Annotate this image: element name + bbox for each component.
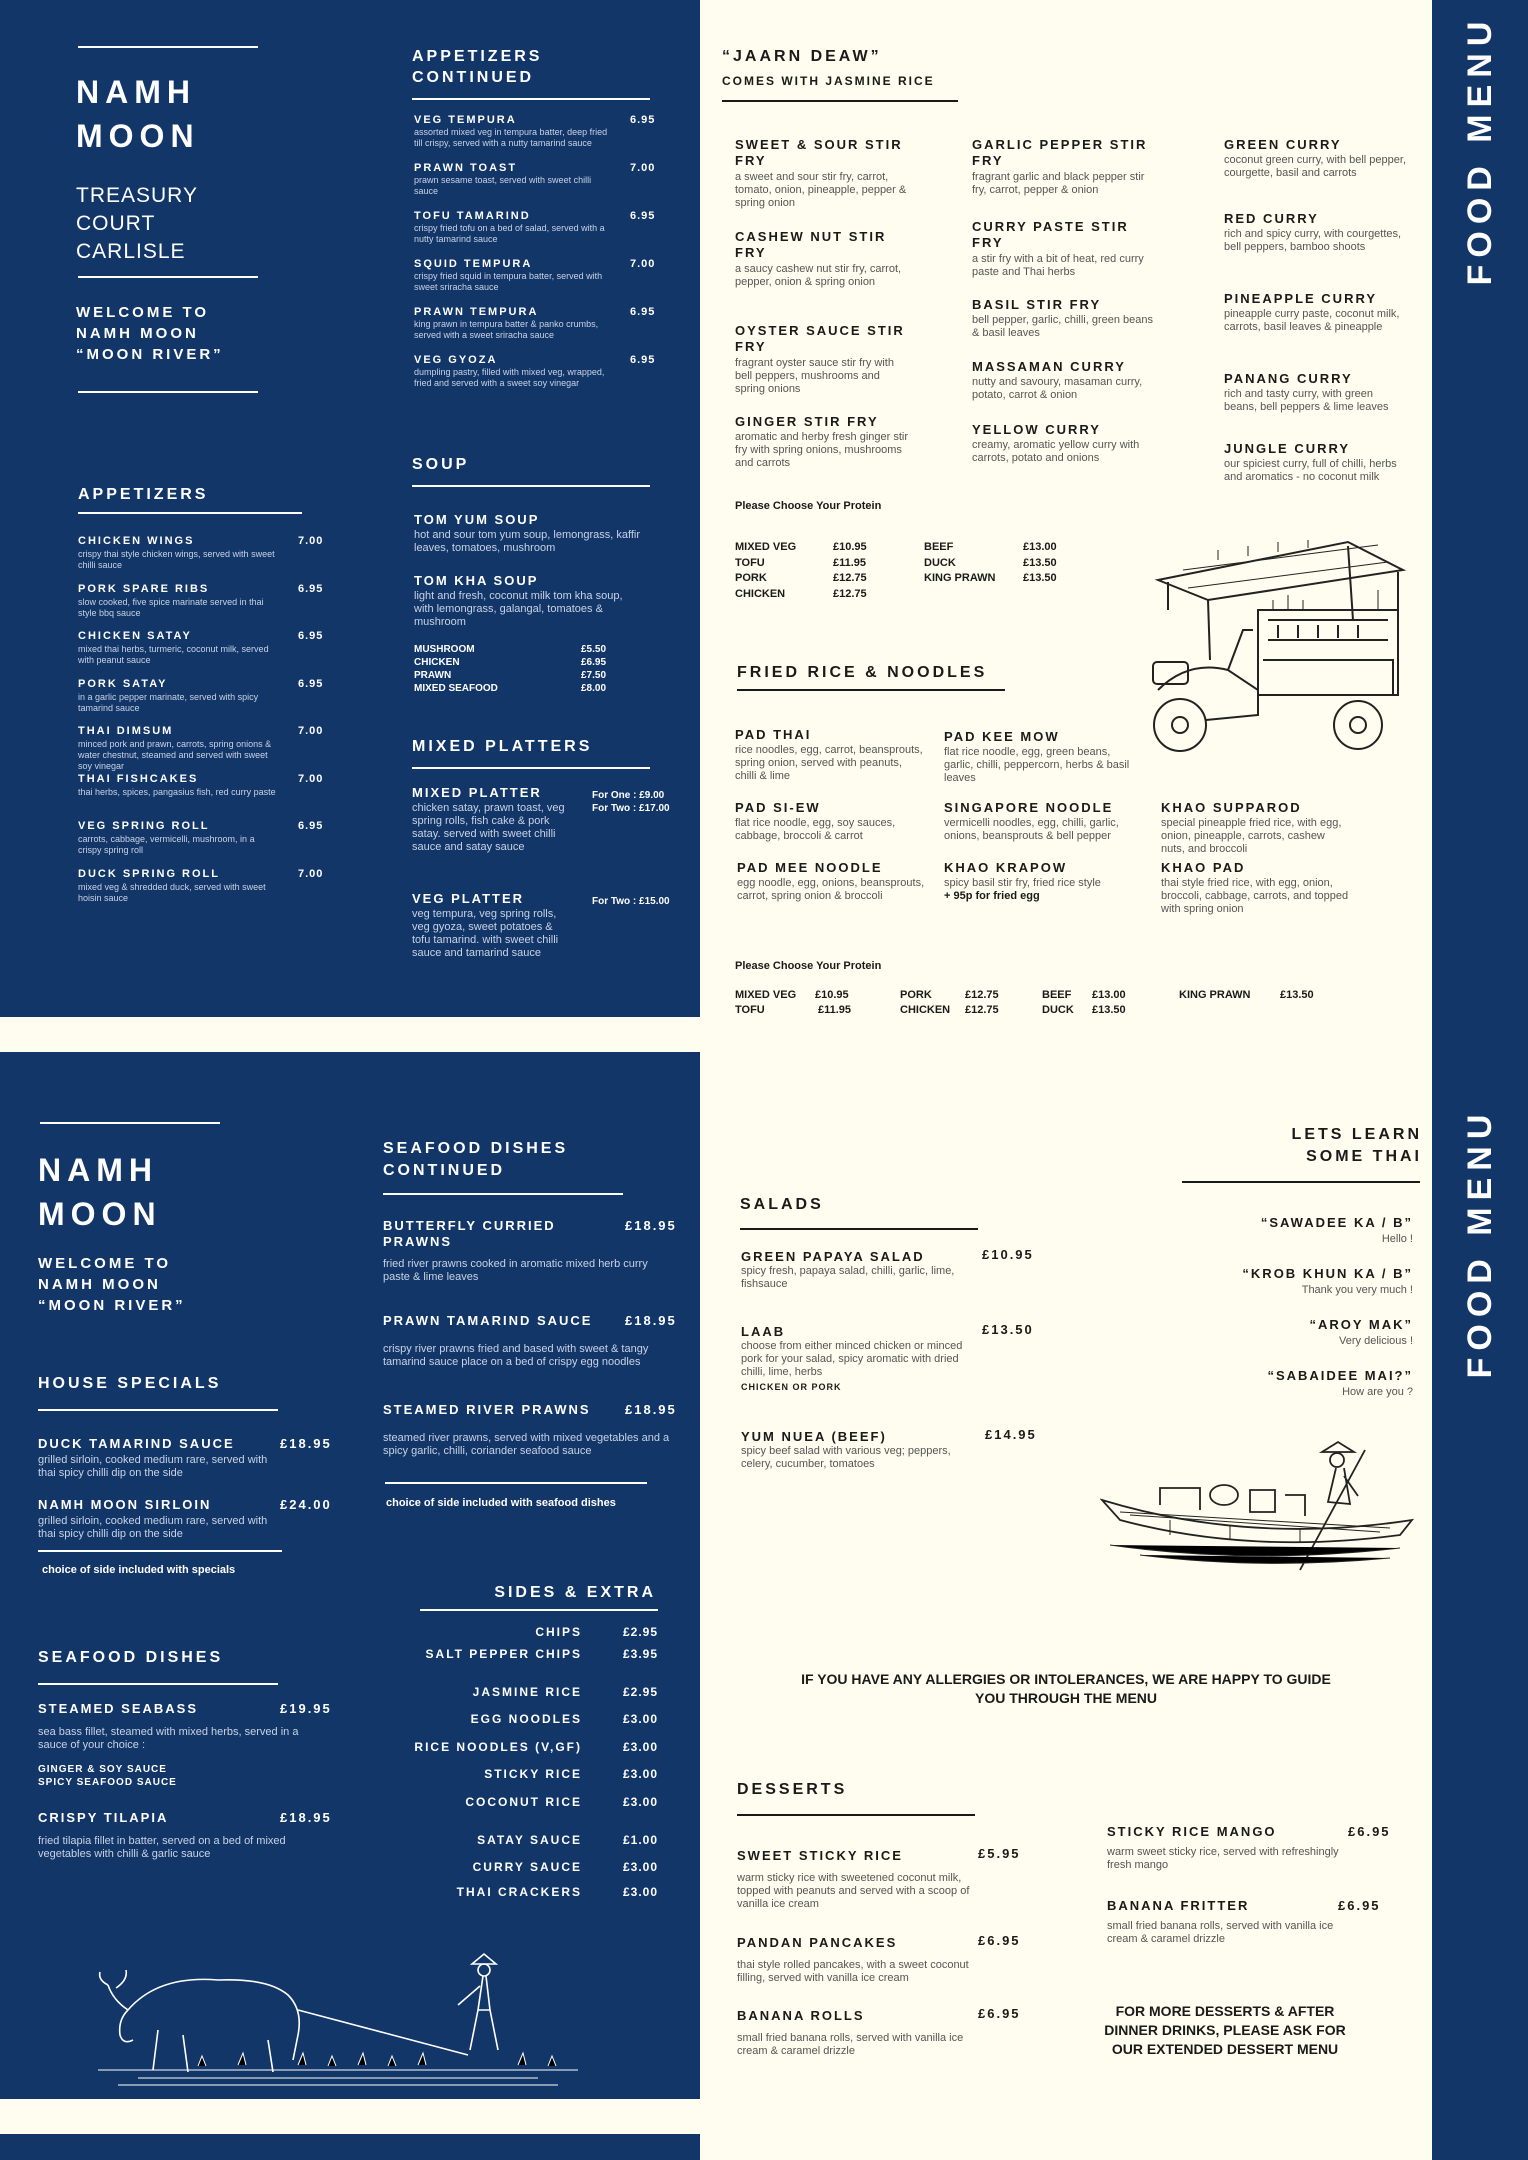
soup-price-name: MUSHROOM (414, 644, 475, 655)
divider (38, 1550, 282, 1552)
menu-item-name: GARLIC PEPPER STIR FRY (972, 137, 1148, 168)
protein-price: £11.95 (833, 556, 867, 569)
divider (78, 276, 258, 278)
menu-item-price: 7.00 (298, 535, 324, 547)
menu-item-desc: crispy fried squid in tempura batter, served with sweet sriracha sauce (414, 271, 603, 292)
menu-item-name: VEG SPRING ROLL (78, 820, 210, 832)
menu-item-name: RED CURRY (1224, 211, 1319, 226)
noodle-desc: rice noodles, egg, carrot, beansprouts, spring onion, served with peanuts, chilli & lime (735, 744, 923, 782)
menu-item-name: NAMH MOON SIRLOIN (38, 1497, 212, 1512)
menu-item-name: MASSAMAN CURRY (972, 359, 1126, 374)
divider (40, 1122, 220, 1124)
menu-item-price: 7.00 (298, 772, 324, 785)
protein2-price: £13.50 (1092, 1004, 1126, 1016)
brand-line-1: NAMH (76, 74, 196, 110)
divider (412, 767, 650, 769)
house-title: HOUSE SPECIALS (38, 1375, 222, 1392)
appetizers-continued-title-2: CONTINUED (412, 69, 535, 86)
menu-item-desc: rich and tasty curry, with green beans, bell peppers & lime leaves (1224, 388, 1389, 413)
house-note: choice of side included with specials (42, 1564, 236, 1576)
menu-item-desc: assorted mixed veg in tempura batter, deep fried till crispy, served with a nutty tamarind sauce (414, 127, 608, 148)
menu-item-price: 6.95 (298, 582, 324, 595)
dessert-desc: warm sweet sticky rice, served with refreshingly fresh mango (1107, 1846, 1339, 1871)
sides-title: SIDES & EXTRA (494, 1584, 656, 1601)
dessert-name: STICKY RICE MANGO (1107, 1824, 1277, 1839)
side-price: £2.95 (622, 1685, 658, 1699)
dessert-name: BANANA FRITTER (1107, 1898, 1250, 1913)
side-price: £3.00 (622, 1712, 658, 1726)
menu-item-name: CHICKEN SATAY (78, 630, 192, 642)
dessert-price: £6.95 (978, 1933, 1021, 1948)
platters-title: MIXED PLATTERS (412, 738, 593, 755)
protein-name: DUCK (924, 556, 956, 569)
noodle-name: PAD SI-EW (735, 800, 821, 815)
dessert-price: £6.95 (1338, 1898, 1381, 1913)
side-price: £1.00 (622, 1833, 658, 1847)
menu-item-desc: a stir fry with a bit of heat, red curry paste and Thai herbs (972, 253, 1144, 278)
salad-name: LAAB (741, 1324, 786, 1339)
menu-item-name: PANANG CURRY (1224, 371, 1353, 386)
seafood-desc: fried tilapia fillet in batter, served on a bed of mixed vegetables with chilli & garlic sauce (38, 1835, 286, 1860)
appetizers-title: APPETIZERS (78, 486, 209, 503)
menu-item-price: 6.95 (630, 210, 656, 222)
menu-item-desc: thai herbs, spices, pangasius fish, red curry paste (78, 786, 276, 797)
menu-item-desc: rich and spicy curry, with courgettes, bell peppers, bamboo shoots (1224, 228, 1402, 253)
menu-item-desc: our spiciest curry, full of chilli, herbs and aromatics - no coconut milk (1224, 458, 1397, 483)
platter-price-2: For Two : £17.00 (592, 803, 670, 814)
seafood-price: £19.95 (280, 1701, 332, 1716)
divider (78, 391, 258, 393)
menu-item-name: TOM KHA SOUP (414, 573, 539, 588)
desserts-title: DESSERTS (737, 1781, 848, 1798)
tuk-tuk-illustration (1148, 540, 1408, 755)
page2-bottom-strip (0, 2134, 700, 2160)
menu-item-price: 6.95 (630, 114, 656, 126)
side-price: £2.95 (622, 1625, 658, 1639)
menu-item-name: GINGER STIR FRY (735, 414, 879, 429)
address-line-1: TREASURY (76, 184, 198, 207)
protein2-name: PORK (900, 989, 932, 1001)
menu-item-price: 6.95 (630, 354, 656, 366)
menu-item-desc: mixed veg & shredded duck, served with sweet hoisin sauce (78, 881, 266, 903)
appetizers-continued-title-1: APPETIZERS (412, 48, 543, 65)
menu-item-price: 6.95 (298, 820, 324, 832)
seafood-cont-desc: fried river prawns cooked in aromatic mixed herb curry paste & lime leaves (383, 1258, 648, 1283)
allergy-line-1: IF YOU HAVE ANY ALLERGIES OR INTOLERANCES, WE ARE HAPPY TO GUIDE (801, 1671, 1331, 1687)
phrase-thai: “SABAIDEE MAI?” (1267, 1368, 1413, 1383)
platter-name: MIXED PLATTER (412, 785, 542, 800)
seafood-option: SPICY SEAFOOD SAUCE (38, 1777, 177, 1788)
menu-item-name: OYSTER SAUCE STIR FRY (735, 323, 905, 354)
menu-item-name: THAI DIMSUM (78, 725, 174, 737)
protein-label: Please Choose Your Protein (735, 500, 882, 512)
address-line-3: CARLISLE (76, 240, 186, 263)
soup-title: SOUP (412, 456, 470, 473)
dessert-price: £6.95 (1348, 1824, 1391, 1839)
welcome2-line-2: NAMH MOON (38, 1276, 161, 1293)
menu-item-desc: light and fresh, coconut milk tom kha soup, with lemongrass, galangal, tomatoes & mushroom (414, 590, 623, 628)
menu-item-name: PORK SATAY (78, 677, 168, 690)
menu-item-desc: slow cooked, five spice marinate served in thai style bbq sauce (78, 596, 264, 618)
noodle-name: KHAO KRAPOW (944, 860, 1068, 875)
protein2-label: Please Choose Your Protein (735, 960, 882, 972)
menu-item-name: VEG GYOZA (414, 354, 498, 366)
menu-item-desc: fragrant oyster sauce stir fry with bell peppers, mushrooms and spring onions (735, 357, 894, 395)
jaarn-subtitle: COMES WITH JASMINE RICE (722, 74, 935, 88)
soup-price: £7.50 (581, 670, 607, 681)
divider (38, 1409, 278, 1411)
divider (737, 1814, 975, 1816)
seafood-cont-title-2: CONTINUED (383, 1162, 506, 1179)
welcome-line-3: “MOON RIVER” (76, 346, 224, 363)
dessert-desc: warm sticky rice with sweetened coconut milk, topped with peanuts and served with a scoop of vanilla ice cream (737, 1872, 970, 1910)
menu-item-name: TOM YUM SOUP (414, 512, 540, 527)
menu-item-price: 7.00 (298, 867, 324, 880)
divider (737, 689, 1005, 691)
divider (412, 485, 650, 487)
dessert-price: £5.95 (978, 1846, 1021, 1861)
menu-item-name: TOFU TAMARIND (414, 210, 531, 222)
side-price: £3.00 (622, 1885, 658, 1899)
dessert-name: SWEET STICKY RICE (737, 1848, 903, 1863)
more-line-3: OUR EXTENDED DESSERT MENU (1111, 2041, 1339, 2057)
protein2-price: £10.95 (815, 989, 849, 1001)
address-line-2: COURT (76, 212, 156, 235)
seafood-cont-name: BUTTERFLY CURRIED PRAWNS (383, 1218, 556, 1249)
side-name: SALT PEPPER CHIPS (425, 1647, 582, 1661)
soup-price-name: MIXED SEAFOOD (414, 683, 498, 694)
menu-item-price: 6.95 (298, 677, 324, 690)
salad-name: YUM NUEA (BEEF) (741, 1429, 887, 1444)
platter-price-1: For One : £9.00 (592, 790, 665, 801)
divider (78, 46, 258, 48)
protein2-name: TOFU (735, 1004, 765, 1016)
divider (383, 1193, 623, 1195)
divider (722, 100, 958, 102)
welcome-line-2: NAMH MOON (76, 325, 199, 342)
menu-item-price: 7.00 (630, 258, 656, 270)
side-name: CURRY SAUCE (472, 1860, 582, 1874)
menu-item-name: PRAWN TEMPURA (414, 306, 539, 318)
menu-item-price: £18.95 (280, 1436, 332, 1451)
more-line-2: DINNER DRINKS, PLEASE ASK FOR (1104, 2022, 1346, 2038)
side-name: CHIPS (535, 1625, 582, 1639)
menu-item-name: PORK SPARE RIBS (78, 582, 210, 595)
menu-item-name: CASHEW NUT STIR FRY (735, 229, 887, 260)
phrase-thai: “SAWADEE KA / B” (1260, 1215, 1413, 1230)
noodle-name: PAD THAI (735, 727, 812, 742)
menu-item-price: 6.95 (630, 306, 656, 318)
salad-desc: spicy beef salad with various veg; peppers, celery, cucumber, tomatoes (741, 1445, 951, 1470)
dessert-name: PANDAN PANCAKES (737, 1935, 898, 1950)
seafood-title: SEAFOOD DISHES (38, 1649, 224, 1666)
menu-item-name: PRAWN TOAST (414, 162, 518, 174)
dessert-desc: small fried banana rolls, served with vanilla ice cream & caramel drizzle (737, 2032, 964, 2057)
menu-item-desc: mixed thai herbs, turmeric, coconut milk, served with peanut sauce (78, 644, 269, 665)
menu-item-desc: grilled sirloin, cooked medium rare, served with thai spicy chilli dip on the side (38, 1515, 268, 1540)
brand-line-2: MOON (76, 118, 200, 154)
side-name: SATAY SAUCE (477, 1833, 582, 1847)
side-price: £3.00 (622, 1767, 658, 1781)
salad-price: £13.50 (982, 1322, 1034, 1337)
seafood-cont-desc: crispy river prawns fried and based with sweet & tangy tamarind sauce place on a bed of crispy egg noodles (383, 1343, 649, 1368)
protein-name: CHICKEN (735, 587, 786, 600)
menu-item-desc: bell pepper, garlic, chilli, green beans & basil leaves (972, 314, 1154, 339)
soup-price: £5.50 (581, 644, 607, 655)
protein2-price: £12.75 (965, 989, 999, 1001)
phrase-english: Thank you very much ! (1301, 1284, 1413, 1296)
protein-price: £10.95 (833, 541, 867, 553)
phrase-thai: “KROB KHUN KA / B” (1242, 1266, 1413, 1281)
allergy-line-2: YOU THROUGH THE MENU (975, 1690, 1157, 1706)
side-price: £3.00 (622, 1860, 658, 1874)
protein-price: £13.50 (1023, 556, 1057, 569)
page1-vertical-title: FOOD MENU (1461, 14, 1499, 286)
salad-price: £14.95 (985, 1427, 1037, 1442)
side-price: £3.00 (622, 1795, 658, 1809)
menu-item-desc: grilled sirloin, cooked medium rare, served with thai spicy chilli dip on the side (38, 1454, 268, 1479)
menu-item-name: YELLOW CURRY (972, 422, 1101, 437)
menu-item-price: 7.00 (298, 725, 324, 737)
side-name: COCONUT RICE (465, 1795, 582, 1809)
menu-item-price: 6.95 (298, 630, 324, 642)
boat-vendor-illustration (1100, 1440, 1416, 1572)
menu-item-name: CHICKEN WINGS (78, 535, 195, 547)
noodle-desc: thai style fried rice, with egg, onion, broccoli, cabbage, carrots, and topped with spring onion (1161, 877, 1349, 915)
protein2-price: £11.95 (818, 1004, 852, 1016)
noodle-name: SINGAPORE NOODLE (944, 800, 1114, 815)
menu-item-price: 7.00 (630, 162, 656, 174)
seafood-name: STEAMED SEABASS (38, 1701, 199, 1716)
menu-item-name: JUNGLE CURRY (1224, 441, 1351, 456)
side-name: RICE NOODLES (V,GF) (414, 1740, 582, 1754)
side-name: STICKY RICE (484, 1767, 582, 1781)
more-line-1: FOR MORE DESSERTS & AFTER (1115, 2003, 1335, 2019)
noodle-desc: spicy basil stir fry, fried rice style (944, 877, 1101, 889)
dessert-desc: thai style rolled pancakes, with a sweet coconut filling, served with vanilla ice cream (737, 1959, 969, 1984)
salad-name: GREEN PAPAYA SALAD (741, 1249, 925, 1264)
menu-item-desc: fragrant garlic and black pepper stir fry, carrot, pepper & onion (972, 171, 1145, 196)
noodle-desc: egg noodle, egg, onions, beansprouts, carrot, spring onion & broccoli (737, 877, 925, 902)
protein-name: BEEF (924, 541, 954, 553)
salads-title: SALADS (740, 1196, 824, 1213)
seafood-cont-price: £18.95 (625, 1218, 677, 1233)
noodle-name: KHAO SUPPAROD (1161, 800, 1302, 815)
platter-price-1: For Two : £15.00 (592, 896, 670, 907)
salad-note: CHICKEN OR PORK (741, 1382, 842, 1392)
menu-item-name: VEG TEMPURA (414, 114, 517, 126)
seafood-cont-price: £18.95 (625, 1402, 677, 1417)
menu-item-name: GREEN CURRY (1224, 137, 1342, 152)
seafood-cont-name: PRAWN TAMARIND SAUCE (383, 1313, 593, 1328)
protein-name: KING PRAWN (924, 572, 996, 584)
phrase-english: Very delicious ! (1339, 1335, 1413, 1347)
phrase-english: How are you ? (1342, 1386, 1413, 1398)
side-name: EGG NOODLES (470, 1712, 582, 1726)
platter-desc: chicken satay, prawn toast, veg spring rolls, fish cake & pork satay. served with sweet chilli sauce and satay sauce (412, 802, 565, 853)
salad-price: £10.95 (982, 1247, 1034, 1262)
seafood-option: GINGER & SOY SAUCE (38, 1764, 167, 1775)
protein-name: TOFU (735, 556, 765, 569)
seafood-cont-title-1: SEAFOOD DISHES (383, 1140, 569, 1157)
divider (412, 98, 650, 100)
menu-item-desc: a sweet and sour stir fry, carrot, tomato, onion, pineapple, pepper & spring onion (735, 171, 907, 209)
menu-item-name: CURRY PASTE STIR FRY (972, 219, 1129, 250)
divider (385, 1482, 647, 1484)
brand2-line-2: MOON (38, 1196, 162, 1232)
menu-item-desc: a saucy cashew nut stir fry, carrot, pepper, onion & spring onion (735, 263, 902, 288)
soup-price: £6.95 (581, 657, 607, 668)
protein-price: £13.50 (1023, 572, 1057, 584)
noodle-name: PAD KEE MOW (944, 729, 1060, 744)
menu-item-name: DUCK TAMARIND SAUCE (38, 1436, 235, 1451)
protein-name: MIXED VEG (735, 541, 797, 553)
salad-desc: spicy fresh, papaya salad, chilli, garlic, lime, fishsauce (741, 1265, 955, 1290)
menu-item-desc: hot and sour tom yum soup, lemongrass, kaffir leaves, tomatoes, mushroom (414, 529, 641, 554)
divider (38, 1683, 278, 1685)
side-price: £3.00 (622, 1740, 658, 1754)
seafood-name: CRISPY TILAPIA (38, 1810, 169, 1825)
salad-desc: choose from either minced chicken or minced pork for your salad, spicy aromatic with dried chilli, lime, herbs (741, 1340, 963, 1378)
protein2-name: KING PRAWN (1179, 989, 1251, 1001)
noodle-extra: + 95p for fried egg (944, 890, 1040, 902)
divider (78, 512, 302, 514)
noodle-desc: flat rice noodle, egg, green beans, garlic, chilli, peppercorn, herbs & basil leaves (944, 746, 1130, 784)
protein2-name: DUCK (1042, 1004, 1074, 1016)
seafood-desc: sea bass fillet, steamed with mixed herbs, served in a sauce of your choice : (38, 1726, 299, 1751)
protein-name: PORK (735, 572, 767, 584)
menu-item-desc: dumpling pastry, filled with mixed veg, wrapped, fried and served with a sweet soy vinegar (414, 367, 605, 388)
soup-price: £8.00 (581, 683, 607, 694)
menu-item-desc: prawn sesame toast, served with sweet chilli sauce (414, 175, 592, 196)
menu-item-desc: crispy thai style chicken wings, served with sweet chilli sauce (78, 549, 275, 570)
menu-item-desc: carrots, cabbage, vermicelli, mushroom, in a crispy spring roll (78, 834, 255, 855)
seafood-cont-desc: steamed river prawns, served with mixed vegetables and a spicy garlic, chilli, coriander seafood sauce (383, 1432, 670, 1457)
learn-title-1: LETS LEARN (1291, 1126, 1422, 1143)
dessert-price: £6.95 (978, 2006, 1021, 2021)
side-price: £3.95 (622, 1647, 658, 1661)
menu-item-desc: minced pork and prawn, carrots, spring onions & water chestnut, steamed and served with sweet soy vinegar (78, 739, 272, 771)
dessert-desc: small fried banana rolls, served with vanilla ice cream & caramel drizzle (1107, 1920, 1334, 1945)
menu-item-price: £24.00 (280, 1497, 332, 1512)
menu-item-desc: nutty and savoury, masaman curry, potato, carrot & onion (972, 376, 1143, 401)
menu-item-desc: in a garlic pepper marinate, served with spicy tamarind sauce (78, 691, 259, 713)
protein2-price: £12.75 (965, 1004, 999, 1016)
noodle-desc: vermicelli noodles, egg, chilli, garlic, onions, beansprouts & bell pepper (944, 817, 1119, 842)
menu-item-name: PINEAPPLE CURRY (1224, 291, 1378, 306)
menu-item-desc: coconut green curry, with bell pepper, courgette, basil and carrots (1224, 154, 1407, 179)
menu-item-name: BASIL STIR FRY (972, 297, 1102, 312)
divider (1182, 1181, 1420, 1183)
side-name: THAI CRACKERS (456, 1885, 582, 1899)
welcome2-line-3: “MOON RIVER” (38, 1297, 186, 1314)
menu-item-name: DUCK SPRING ROLL (78, 867, 220, 880)
protein2-price: £13.50 (1280, 989, 1314, 1001)
noodles-title: FRIED RICE & NOODLES (737, 664, 988, 681)
farmer-buffalo-illustration (98, 1950, 578, 2090)
welcome2-line-1: WELCOME TO (38, 1255, 172, 1272)
divider (420, 1609, 658, 1611)
protein2-name: CHICKEN (900, 1004, 951, 1016)
welcome-line-1: WELCOME TO (76, 304, 210, 321)
noodle-name: KHAO PAD (1161, 860, 1246, 875)
menu-item-desc: creamy, aromatic yellow curry with carrots, potato and onions (972, 439, 1140, 464)
brand2-line-1: NAMH (38, 1152, 158, 1188)
seafood-cont-price: £18.95 (625, 1313, 677, 1328)
menu-item-desc: pineapple curry paste, coconut milk, carrots, basil leaves & pineapple (1224, 308, 1400, 333)
seafood-cont-name: STEAMED RIVER PRAWNS (383, 1402, 591, 1417)
menu-item-name: SQUID TEMPURA (414, 258, 533, 270)
jaarn-title: “JAARN DEAW” (722, 48, 882, 65)
protein2-name: BEEF (1042, 989, 1072, 1001)
soup-price-name: CHICKEN (414, 657, 460, 668)
seafood-note: choice of side included with seafood dishes (386, 1497, 616, 1509)
learn-title-2: SOME THAI (1306, 1148, 1422, 1165)
protein2-name: MIXED VEG (735, 989, 797, 1001)
noodle-name: PAD MEE NOODLE (737, 860, 883, 875)
page2-vertical-title: FOOD MENU (1461, 1107, 1499, 1379)
menu-item-desc: aromatic and herby fresh ginger stir fry with spring onions, mushrooms and carrots (735, 431, 909, 469)
side-name: JASMINE RICE (472, 1685, 582, 1699)
menu-item-desc: king prawn in tempura batter & panko crumbs, served with a sweet sriracha sauce (414, 319, 599, 340)
menu-item-desc: crispy fried tofu on a bed of salad, served with a nutty tamarind sauce (414, 223, 605, 244)
protein-price: £12.75 (833, 572, 867, 584)
platter-desc: veg tempura, veg spring rolls, veg gyoza, sweet potatoes & tofu tamarind. with sweet chilli sauce and tamarind sauce (412, 908, 559, 959)
protein2-price: £13.00 (1092, 989, 1126, 1001)
seafood-price: £18.95 (280, 1810, 332, 1825)
phrase-thai: “AROY MAK” (1309, 1317, 1413, 1332)
protein-price: £12.75 (833, 587, 867, 600)
menu-item-name: THAI FISHCAKES (78, 772, 199, 785)
protein-price: £13.00 (1023, 541, 1057, 553)
divider (740, 1228, 978, 1230)
menu-item-name: SWEET & SOUR STIR FRY (735, 137, 903, 168)
soup-price-name: PRAWN (414, 670, 452, 681)
noodle-desc: flat rice noodle, egg, soy sauces, cabbage, broccoli & carrot (735, 817, 896, 842)
platter-name: VEG PLATTER (412, 891, 525, 906)
phrase-english: Hello ! (1381, 1233, 1413, 1245)
noodle-desc: special pineapple fried rice, with egg, onion, pineapple, carrots, cashew nuts, and broccoli (1161, 817, 1342, 855)
dessert-name: BANANA ROLLS (737, 2008, 865, 2023)
